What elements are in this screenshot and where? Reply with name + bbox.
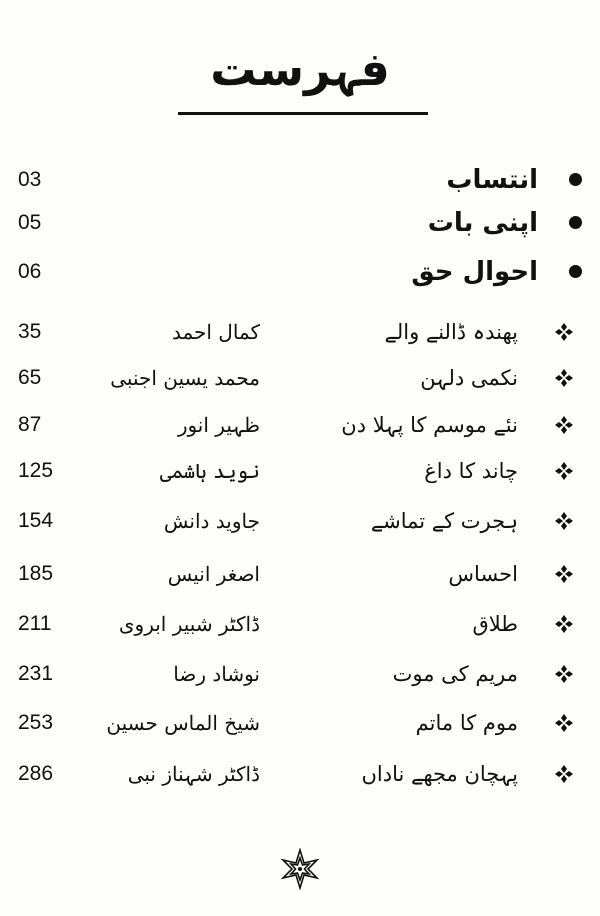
page-number: 35	[18, 320, 42, 343]
story-author: ڈاکٹر شہناز نبی	[127, 762, 260, 786]
diamond-bullet-icon	[554, 664, 574, 684]
story-author: شیخ الماس حسین	[106, 711, 260, 735]
story-title: موم کا ماتم	[415, 711, 518, 735]
story-row[interactable]	[0, 754, 600, 794]
story-row[interactable]	[0, 654, 600, 694]
main-entry-row[interactable]	[0, 160, 600, 200]
story-author: جاوید دانش	[163, 509, 260, 533]
story-title: پھندہ ڈالنے والے	[384, 320, 518, 344]
diamond-bullet-icon	[554, 614, 574, 634]
story-row[interactable]	[0, 501, 600, 541]
story-row[interactable]	[0, 554, 600, 594]
entry-title: احوال حق	[411, 257, 538, 287]
story-row[interactable]	[0, 405, 600, 445]
diamond-bullet-icon	[554, 713, 574, 733]
story-row[interactable]	[0, 604, 600, 644]
main-entry-row[interactable]	[0, 252, 600, 292]
bullet-dot-icon	[569, 216, 582, 229]
story-author: ڈاکٹر شبیر ابروی	[118, 612, 260, 636]
page-number: 286	[18, 762, 54, 785]
story-author: نوشاد رضا	[173, 662, 260, 686]
story-row[interactable]	[0, 451, 600, 491]
star-ornament-icon	[279, 848, 321, 890]
page-number: 211	[18, 612, 52, 635]
page-number: 05	[18, 211, 42, 234]
story-author: اصغر انیس	[167, 562, 260, 586]
story-title: پہچان مجھے ناداں	[361, 762, 518, 786]
diamond-bullet-icon	[554, 764, 574, 784]
story-title: مریم کی موت	[392, 662, 518, 686]
diamond-bullet-icon	[554, 564, 574, 584]
page-number: 231	[18, 662, 54, 685]
story-row[interactable]	[0, 703, 600, 743]
story-author: کمال احمد	[171, 320, 260, 344]
title-underline	[178, 112, 428, 115]
diamond-bullet-icon	[554, 322, 574, 342]
story-row[interactable]	[0, 312, 600, 352]
story-title: ہجرت کے تماشے	[370, 509, 518, 533]
story-title: نکمی دلہن	[420, 366, 518, 390]
page-number: 03	[18, 168, 42, 191]
diamond-bullet-icon	[554, 415, 574, 435]
page-number: 154	[18, 509, 54, 532]
page-number: 125	[18, 459, 54, 482]
page-number: 87	[18, 413, 42, 436]
main-entry-row[interactable]	[0, 203, 600, 243]
page-number: 253	[18, 711, 54, 734]
entry-title: اپنی بات	[427, 208, 538, 238]
story-author: ظہیر انور	[177, 413, 260, 437]
story-author: محمد یسین اجنبی	[110, 366, 260, 390]
entry-title: انتساب	[446, 165, 538, 195]
page-number: 185	[18, 562, 54, 585]
story-author: نوید ہاشمی	[159, 459, 260, 483]
bullet-dot-icon	[569, 173, 582, 186]
diamond-bullet-icon	[554, 461, 574, 481]
story-title: طلاق	[472, 612, 518, 636]
story-row[interactable]	[0, 358, 600, 398]
story-title: نئے موسم کا پہلا دن	[341, 413, 518, 437]
page-title: فہرست	[210, 42, 390, 96]
page-number: 65	[18, 366, 42, 389]
diamond-bullet-icon	[554, 368, 574, 388]
story-title: احساس	[448, 562, 518, 586]
page-number: 06	[18, 260, 42, 283]
diamond-bullet-icon	[554, 511, 574, 531]
story-title: چاند کا داغ	[424, 459, 518, 483]
bullet-dot-icon	[569, 265, 582, 278]
